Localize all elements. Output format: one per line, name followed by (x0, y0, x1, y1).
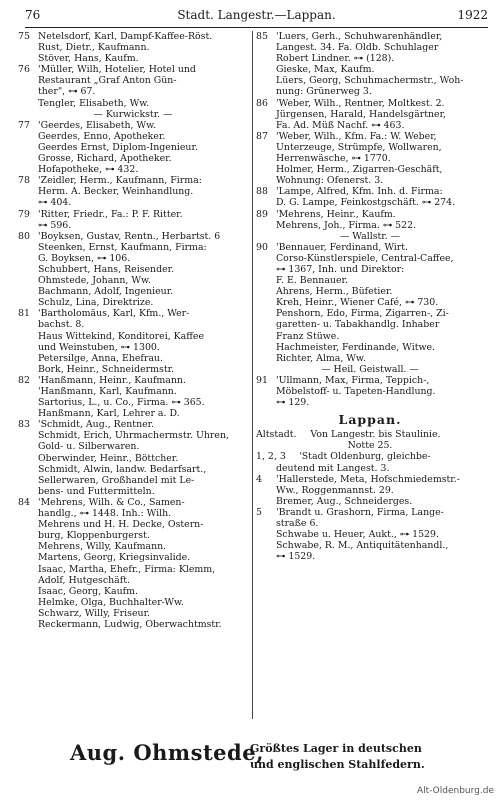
entry-text: Franz Stüwe. (276, 330, 340, 342)
directory-line (18, 86, 248, 97)
entry-text: Ohmstede, Johann, Ww. (38, 275, 151, 287)
entry-text: Bork, Heinr., Schneidermstr. (38, 363, 175, 375)
directory-line (18, 519, 248, 530)
entry-text: 'Luers, Gerh., Schuhwarenhändler, (276, 31, 443, 42)
entry-text: 'Mehrens, Wilh. & Co., Samen- (38, 496, 185, 508)
directory-line (256, 175, 484, 186)
directory-line (256, 186, 484, 197)
entry-text: 'Hallerstede, Meta, Hofschmiedemstr.- (276, 473, 460, 485)
entry-text: Tengler, Elisabeth, Ww. (38, 97, 150, 109)
street-heading: Notte 25. (347, 440, 393, 452)
entry-text: ther", ⊶ 67. (38, 86, 96, 98)
page-header (25, 8, 488, 24)
house-number: 85 (256, 31, 268, 42)
watermark: Alt-Oldenburg.de (416, 786, 494, 796)
entry-text: 'Weber, Wilh., Kfm. Fa.: W. Weber, (276, 130, 437, 142)
house-number: 89 (256, 208, 268, 220)
lappan-entries (256, 429, 484, 562)
entry-text: Isaac, Martha, Ehefr., Firma: Klemm, (38, 563, 216, 575)
directory-line (256, 98, 484, 109)
directory-line (18, 608, 248, 619)
entry-text: ⊶ 404. (38, 197, 72, 209)
entry-text: Isaac, Georg, Kaufm. (38, 585, 138, 597)
entry-text: Grosse, Richard, Apotheker. (38, 153, 172, 165)
directory-line (256, 529, 484, 540)
entry-text: Mehrens, Willy, Kaufmann. (38, 541, 167, 553)
entry-text: Hanßmann, Karl, Lehrer a. D. (38, 408, 180, 420)
entry-text: ⊶ 596. (38, 219, 72, 231)
left-column (18, 31, 248, 630)
entry-text: Herm. A. Becker, Weinhandlung. (38, 186, 194, 198)
running-title: Stadt. Langestr.—Lappan. (177, 8, 336, 22)
directory-line (18, 253, 248, 264)
directory-line (18, 75, 248, 86)
entry-text: 'Brandt u. Grashorn, Firma, Lange- (276, 506, 444, 518)
directory-line (18, 131, 248, 142)
house-number: 90 (256, 241, 268, 253)
directory-line (256, 86, 484, 97)
entry-text: und Weinstuben, ⊶ 1300. (38, 341, 160, 353)
entry-text: Restaurant „Graf Anton Gün- (38, 75, 177, 87)
directory-line (256, 75, 484, 86)
directory-line (256, 131, 484, 142)
entry-text: handlg., ⊶ 1448. Inh.: Wilh. (38, 508, 172, 520)
directory-line (256, 109, 484, 120)
entry-text: nung: Grünerweg 3. (276, 86, 372, 98)
directory-line (18, 275, 248, 286)
entry-text: Stöver, Hans, Kaufm. (38, 53, 139, 65)
directory-line (18, 142, 248, 153)
directory-line (256, 319, 484, 330)
directory-line (256, 53, 484, 64)
entry-text: 'Bennauer, Ferdinand, Wirt. (276, 241, 409, 253)
house-number: 83 (18, 419, 30, 431)
directory-line (256, 120, 484, 131)
entry-text: Schwabe, R. M., Antiquitätenhandl., (276, 540, 449, 552)
directory-line (18, 408, 248, 419)
directory-line (256, 375, 484, 386)
directory-line (18, 497, 248, 508)
directory-line (256, 551, 484, 562)
house-number: Altstadt. (256, 429, 297, 441)
house-number: 82 (18, 374, 30, 386)
directory-line (256, 275, 484, 286)
entry-text: 'Hanßmann, Heinr., Kaufmann. (38, 374, 186, 386)
entry-text: Mehrens, Joh., Firma. ⊶ 522. (276, 219, 417, 231)
entry-text: G. Boyksen, ⊶ 106. (38, 252, 131, 264)
entry-text: 'Stadt Oldenburg, gleichbe- (299, 451, 431, 463)
directory-line (18, 597, 248, 608)
entry-text: Bachmann, Adolf, Ingenieur. (38, 286, 174, 298)
directory-line (18, 31, 248, 42)
directory-line (18, 464, 248, 475)
entry-text: 'Müller, Wilh, Hotelier, Hotel und (38, 64, 196, 76)
year: 1922 (457, 8, 488, 22)
directory-line (18, 419, 248, 430)
entry-text: Schulz, Lina, Direktrize. (38, 297, 154, 309)
entry-text: Oberwinder, Heinr., Böttcher. (38, 452, 179, 464)
directory-line (256, 197, 484, 208)
entry-text: 'Ullmann, Max, Firma, Teppich-, (276, 374, 430, 386)
house-number: 87 (256, 130, 268, 142)
entry-text: Bremer, Aug., Schneiderges. (276, 495, 413, 507)
entry-text: Hachmeister, Ferdinande, Witwe. (276, 341, 436, 353)
house-number: 75 (18, 31, 30, 42)
entry-text: Ahrens, Herm., Büfetier. (276, 286, 393, 298)
directory-line (18, 42, 248, 53)
entry-text: Geerdes Ernst, Diplom-Ingenieur. (38, 141, 198, 153)
house-number: 5 (256, 506, 262, 518)
directory-line (18, 541, 248, 552)
section-title-lappan: Lappan. (338, 412, 402, 428)
entry-text: Netelsdorf, Karl, Dampf-Kaffee-Röst. (38, 31, 213, 42)
entry-text: Jürgensen, Harald, Handelsgärtner, (276, 108, 447, 120)
directory-line (18, 153, 248, 164)
entry-text: Robert Lindner. ⊶ (128). (276, 53, 395, 65)
entry-text: Lüers, Georg, Schuhmachermstr., Woh- (276, 75, 464, 87)
house-number: 86 (256, 97, 268, 109)
house-number: 79 (18, 208, 30, 220)
directory-line (256, 253, 484, 264)
directory-line (18, 486, 248, 497)
directory-line (18, 331, 248, 342)
directory-line (18, 475, 248, 486)
entry-text: 'Bartholomäus, Karl, Kfm., Wer- (38, 308, 190, 320)
right-column (256, 31, 484, 562)
directory-line (256, 31, 484, 42)
entry-text: Martens, Georg, Kriegsinvalide. (38, 552, 191, 564)
entry-text: 'Ritter, Friedr., Fa.: P. F. Ritter. (38, 208, 183, 220)
directory-line (256, 353, 484, 364)
directory-line (256, 451, 484, 462)
directory-line (18, 619, 248, 630)
street-heading: — Wallstr. — (339, 230, 401, 242)
column-divider (252, 31, 253, 719)
directory-line (18, 209, 248, 220)
entry-text: Schmidt, Erich, Uhrmachermstr. Uhren, (38, 430, 229, 442)
directory-line (256, 164, 484, 175)
entry-text: bachst. 8. (38, 319, 85, 331)
entry-text: Gold- u. Silberwaren. (38, 441, 140, 453)
directory-line (18, 364, 248, 375)
directory-line (18, 286, 248, 297)
entry-text: Haus Wittekind, Konditorei, Kaffee (38, 330, 205, 342)
directory-line (18, 453, 248, 464)
entry-text: garetten- u. Tabakhandlg. Inhaber (276, 319, 440, 331)
directory-line (18, 397, 248, 408)
entry-text: Corso-Künstlerspiele, Central-Caffee, (276, 252, 454, 264)
entry-text: F. E. Bennauer. (276, 275, 348, 287)
entry-text: Mehrens und H. H. Decke, Ostern- (38, 519, 204, 531)
entry-text: ⊶ 1529. (276, 551, 316, 563)
entry-text: 'Geerdes, Elisabeth, Ww. (38, 119, 157, 131)
directory-line (18, 441, 248, 452)
entry-text: Möbelstoff- u. Tapeten-Handlung. (276, 386, 436, 397)
directory-line (256, 518, 484, 529)
directory-line (256, 142, 484, 153)
entry-text: 'Weber, Wilh., Rentner, Moltkest. 2. (276, 97, 445, 109)
directory-line (18, 308, 248, 319)
directory-line (256, 264, 484, 275)
directory-line (18, 508, 248, 519)
directory-line (256, 286, 484, 297)
advertisement (70, 736, 425, 782)
directory-line (256, 209, 484, 220)
directory-line (256, 220, 484, 231)
entry-text: Helmke, Olga, Buchhalter-Ww. (38, 596, 184, 608)
entry-text: Richter, Alma, Ww. (276, 352, 366, 364)
entry-text: Sartorius, L., u. Co., Firma. ⊶ 365. (38, 397, 205, 409)
entry-text: Schubbert, Hans, Reisender. (38, 263, 175, 275)
entry-text: 'Schmidt, Aug., Rentner. (38, 419, 155, 431)
house-number: 1, 2, 3 (256, 451, 286, 463)
entry-text: Geerdes, Enno, Apotheker. (38, 130, 166, 142)
house-number: 78 (18, 175, 30, 187)
entry-text: Fa. Ad. Müß Nachf. ⊶ 463. (276, 119, 405, 131)
directory-line (18, 297, 248, 308)
entry-text: deutend mit Langest. 3. (276, 462, 390, 474)
entry-text: Ww., Roggenmannst. 29. (276, 484, 394, 496)
entry-text: 'Boyksen, Gustav, Rentn., Herbartst. 6 (38, 230, 221, 242)
directory-line (18, 231, 248, 242)
directory-line (18, 430, 248, 441)
entry-text: Rust, Dietr., Kaufmann. (38, 42, 150, 54)
entry-text: Wohnung: Ofenerst. 3. (276, 175, 384, 187)
directory-line (256, 540, 484, 551)
entry-text: Adolf, Hutgeschäft. (38, 574, 130, 586)
directory-line (18, 319, 248, 330)
directory-line (256, 308, 484, 319)
entry-text: 'Lampe, Alfred, Kfm. Inh. d. Firma: (276, 186, 443, 198)
entry-text: Steenken, Ernst, Kaufmann, Firma: (38, 241, 207, 253)
entry-text: burg, Kloppenburgerst. (38, 530, 150, 542)
directory-line (18, 98, 248, 109)
entry-text: ⊶ 1367, Inh. und Direktor: (276, 263, 405, 275)
directory-line (18, 342, 248, 353)
directory-line (18, 552, 248, 563)
directory-line (18, 586, 248, 597)
directory-line (256, 331, 484, 342)
directory-line (256, 429, 484, 440)
entry-text: 'Zeidler, Herm., Kaufmann, Firma: (38, 175, 202, 187)
entry-text: 'Hanßmann, Karl, Kaufmann. (38, 386, 177, 397)
entry-text: D. G. Lampe, Feinkostgschäft. ⊶ 274. (276, 197, 456, 209)
directory-line (18, 197, 248, 208)
directory-line (18, 164, 248, 175)
directory-line (256, 474, 484, 485)
directory-line (18, 242, 248, 253)
entry-text: Kreh, Heinr., Wiener Café, ⊶ 730. (276, 297, 439, 309)
entry-text: 'Mehrens, Heinr., Kaufm. (276, 208, 396, 220)
directory-line (18, 175, 248, 186)
directory-line (18, 120, 248, 131)
directory-line (18, 564, 248, 575)
directory-line (256, 496, 484, 507)
entry-text: Penshorn, Edo, Firma, Zigarren-, Zi- (276, 308, 449, 320)
entry-text: ⊶ 129. (276, 397, 310, 409)
entry-text: bens- und Futtermitteln. (38, 485, 155, 497)
header-rule (25, 27, 488, 28)
house-number: 77 (18, 119, 30, 131)
house-number: 4 (256, 473, 262, 485)
house-number: 80 (18, 230, 30, 242)
directory-line (18, 575, 248, 586)
directory-line (256, 485, 484, 496)
directory-line (18, 375, 248, 386)
street-heading: — Kurwickstr. — (93, 108, 173, 120)
directory-line (18, 530, 248, 541)
ad-name: Aug. Ohmstede, (70, 740, 264, 765)
ad-line-1: Größtes Lager in deutschen (250, 742, 422, 755)
house-number: 76 (18, 64, 30, 76)
entry-text: Holmer, Herm., Zigarren-Geschäft, (276, 164, 443, 176)
entry-text: Hofapotheke, ⊶ 432. (38, 164, 139, 176)
directory-line (256, 297, 484, 308)
directory-line (256, 42, 484, 53)
entry-text: Von Langestr. bis Staulinie. (310, 429, 441, 441)
entry-text: Schwabe u. Heuer, Aukt., ⊶ 1529. (276, 529, 439, 541)
entry-text: Schwarz, Willy, Friseur. (38, 607, 150, 619)
house-number: 91 (256, 374, 268, 386)
directory-line (256, 64, 484, 75)
entry-text: Reckermann, Ludwig, Oberwachtmstr. (38, 618, 222, 630)
right-column-entries (256, 31, 484, 408)
directory-line (256, 153, 484, 164)
house-number: 81 (18, 308, 30, 320)
directory-line (18, 64, 248, 75)
entry-text: Langest. 34. Fa. Oldb. Schuhlager (276, 42, 439, 54)
directory-line (256, 386, 484, 397)
street-heading: — Heil. Geistwall. — (321, 363, 419, 375)
house-number: 84 (18, 496, 30, 508)
directory-line (18, 264, 248, 275)
directory-line (256, 397, 484, 408)
entry-text: Gieske, Max, Kaufm. (276, 64, 375, 76)
directory-line (256, 507, 484, 518)
page-number: 76 (25, 8, 41, 22)
entry-text: Schmidt, Alwin, landw. Bedarfsart., (38, 463, 207, 475)
ad-line-2: und englischen Stahlfedern. (250, 758, 425, 771)
entry-text: Sellerwaren, Großhandel mit Le- (38, 474, 195, 486)
directory-line (18, 353, 248, 364)
directory-line (18, 386, 248, 397)
entry-text: straße 6. (276, 518, 319, 530)
directory-line (18, 220, 248, 231)
directory-line (18, 53, 248, 64)
entry-text: Petersilge, Anna, Ehefrau. (38, 352, 163, 364)
entry-text: Unterzeuge, Strümpfe, Wollwaren, (276, 141, 442, 153)
directory-line (18, 186, 248, 197)
house-number: 88 (256, 186, 268, 198)
directory-line (256, 342, 484, 353)
directory-line (256, 242, 484, 253)
entry-text: Herrenwäsche, ⊶ 1770. (276, 153, 391, 165)
directory-line (256, 463, 484, 474)
